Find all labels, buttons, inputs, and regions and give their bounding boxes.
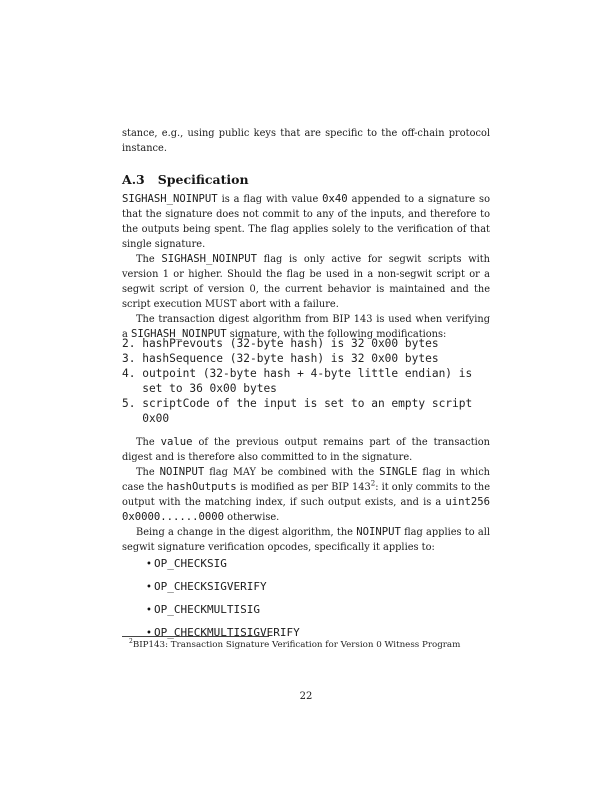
paragraph (122, 192, 490, 252)
bullet-icon: • (146, 605, 152, 616)
code-inline: SINGLE (379, 466, 418, 478)
footnote-rule (122, 636, 269, 637)
code-inline: SIGHASH_NOINPUT (161, 253, 257, 265)
code-inline: SIGHASH_NOINPUT (130, 328, 227, 340)
text-run: The (136, 254, 162, 265)
digest-modification-list (122, 336, 490, 426)
paragraph (122, 465, 490, 525)
paragraph (122, 252, 490, 312)
text-run: is a flag with value (217, 194, 323, 205)
text-run: : it only commits to the output with the matching index, if such output exists, and is a (122, 482, 490, 508)
text-run: appended to a signature so that the signature does not commit to any of the inputs, and therefore to the outputs being spent. The flag applies solely to the verification of that single signature. (122, 194, 490, 250)
paragraph (122, 435, 490, 465)
footnote (122, 636, 490, 651)
footnote-text (122, 639, 490, 651)
code-inline: NOINPUT (356, 526, 401, 538)
superscript-ref: 2 (370, 479, 376, 488)
code-line: 2. hashPrevouts (32-byte hash) is 32 0x00 bytes (122, 337, 439, 350)
opcode-label: OP_CHECKMULTISIG (154, 603, 260, 616)
code-inline: NOINPUT (159, 466, 205, 478)
text-run: The (136, 437, 161, 448)
code-line: 4. outpoint (32-byte hash + 4-byte little endian) is (122, 367, 473, 380)
text-run: signature, with the following modifications: (226, 329, 447, 340)
text-run: flag applies to all segwit signature verification opcodes, specifically it applies to: (122, 527, 490, 553)
code-line: 3. hashSequence (32-byte hash) is 32 0x00 bytes (122, 352, 439, 365)
code-inline: SIGHASH_NOINPUT (122, 193, 218, 205)
code-line: set to 36 0x00 bytes (122, 382, 277, 395)
section-number: A.3 (122, 172, 145, 187)
bullet-icon: • (146, 582, 152, 593)
opcode-bullet-item (122, 603, 490, 618)
code-line: 0x00 (122, 412, 170, 425)
opcode-label: OP_CHECKSIG (154, 557, 227, 570)
opcode-bullet-item (122, 557, 490, 572)
page-number: 22 (299, 691, 313, 702)
text-run: Being a change in the digest algorithm, the (136, 527, 357, 538)
text-run: flag is only active for segwit scripts with version 1 or higher. Should the flag be used in a non-segwit script or a segwit script of version 0, the current behavior is maintained and the script execution MUST abort with a failure. (122, 254, 490, 310)
intro-paragraph (122, 126, 490, 156)
code-inline: hashOutputs (166, 481, 237, 493)
paragraph (122, 525, 490, 555)
bullet-icon: • (146, 628, 152, 639)
bullet-icon: • (146, 559, 152, 570)
paragraph-group-top (122, 192, 490, 342)
section-title: Specification (157, 172, 249, 187)
text-run: The (136, 467, 160, 478)
page-content (122, 126, 490, 686)
section-heading (122, 171, 490, 188)
footnote-body: BIP143: Transaction Signature Verification for Version 0 Witness Program (132, 639, 461, 650)
text-run: is modified as per BIP 143 (236, 482, 371, 493)
text-run: The transaction digest algorithm from BIP 143 is used when verifying a (122, 314, 490, 340)
footnote-marker: 2 (129, 638, 133, 645)
code-inline: 0x0000......0000 (122, 511, 225, 523)
text-run: stance, e.g., using public keys that are specific to the off-chain protocol instance. (122, 128, 490, 154)
text-run: flag MAY be combined with the (204, 467, 380, 478)
text-run: flag in which case the (122, 467, 490, 493)
code-line: 5. scriptCode of the input is set to an empty script (122, 397, 473, 410)
text-run: of the previous output remains part of the transaction digest and is therefore also committed to in the signature. (122, 437, 490, 463)
opcode-bullet-item (122, 580, 490, 595)
paragraph-group-bottom (122, 435, 490, 555)
text-run: otherwise. (224, 512, 280, 523)
code-inline: uint256 (445, 496, 490, 508)
opcode-label: OP_CHECKSIGVERIFY (154, 580, 267, 593)
code-inline: value (160, 436, 193, 448)
opcode-label: OP_CHECKMULTISIGVERIFY (154, 626, 300, 639)
code-inline: 0x40 (322, 193, 348, 205)
